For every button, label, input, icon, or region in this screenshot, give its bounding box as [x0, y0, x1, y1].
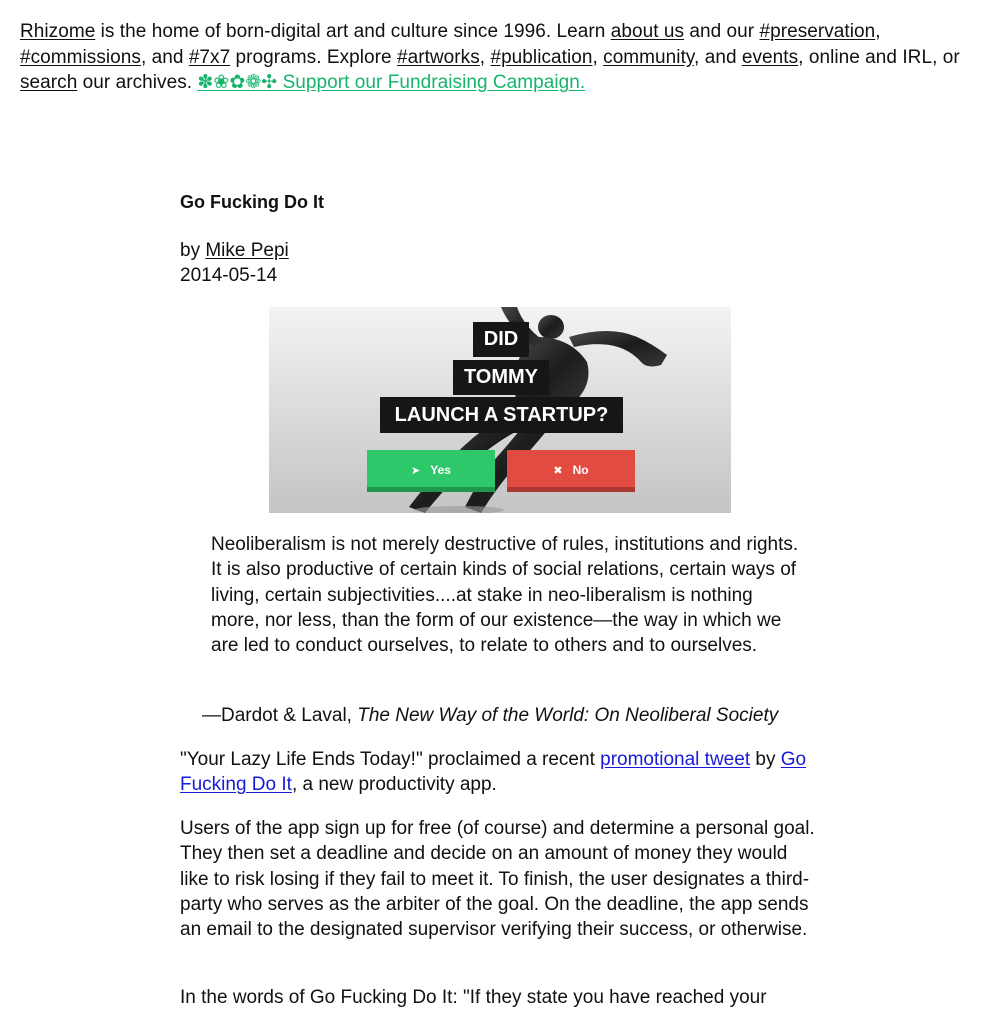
quote-citation: [202, 703, 842, 728]
intro-text: , online and IRL, or: [798, 46, 960, 68]
paragraph-text: "Your Lazy Life Ends Today!" proclaimed a recent: [180, 749, 601, 770]
intro-text: , and: [140, 46, 189, 68]
commissions-link[interactable]: #commissions: [20, 46, 141, 68]
paragraph-text: , a new productivity app.: [291, 774, 497, 796]
hero-heading-line: DID: [473, 322, 529, 357]
promotional-tweet-link[interactable]: promotional tweet: [600, 749, 751, 770]
send-arrow-icon: ➤: [411, 465, 421, 477]
yes-button-label: Yes: [430, 463, 451, 477]
events-link[interactable]: events: [741, 46, 799, 68]
intro-text: and our: [684, 21, 760, 42]
hero-heading-line: TOMMY: [453, 360, 549, 395]
intro-text: is the home of born-digital art and culture since 1996. Learn: [95, 21, 611, 42]
go-fucking-do-it-link[interactable]: Go Fucking Do It: [180, 749, 807, 796]
about-us-link[interactable]: about us: [610, 21, 685, 42]
no-button[interactable]: [507, 450, 635, 492]
artworks-link[interactable]: #artworks: [396, 46, 480, 68]
intro-text: , and: [694, 46, 742, 68]
preservation-link[interactable]: #preservation: [759, 21, 876, 42]
article-title: Go Fucking Do It: [180, 192, 324, 212]
intro-text: our archives.: [77, 72, 198, 93]
epigraph-quote: Neoliberalism is not merely destructive of rules, institutions and rights. It is also productive of certain kinds of social relations, certain ways of living, certain subjectivities....at stake in neo-liberalism is nothing more, nor less, than the form of our existence—the way in which we are led to conduct ourselves, to relate to others and to ourselves.: [211, 534, 799, 657]
byline: [180, 238, 820, 263]
publication-link[interactable]: #publication: [490, 46, 593, 68]
citation-author: —Dardot & Laval,: [202, 705, 358, 726]
site-intro: [20, 19, 975, 96]
publish-date: 2014-05-14: [180, 265, 278, 286]
citation-work-title: The New Way of the World: On Neoliberal Society: [357, 705, 779, 726]
hero-image: [269, 307, 731, 513]
paragraph: Users of the app sign up for free (of course) and determine a personal goal. They then set a deadline and decide on an amount of money they would like to risk losing if they fail to meet it. To finish, the user designates a third-party who serves as the arbiter of the goal. On the deadline, the app sends an email to the designated supervisor verifying their success, or otherwise.: [180, 818, 815, 941]
paragraph: [180, 747, 820, 798]
no-button-label: No: [572, 463, 589, 477]
close-icon: ✖: [553, 465, 563, 477]
author-link[interactable]: Mike Pepi: [205, 240, 289, 261]
intro-text: programs. Explore: [230, 46, 397, 68]
article: [180, 190, 820, 1008]
search-link[interactable]: search: [20, 72, 78, 93]
byline-prefix: by: [180, 240, 206, 261]
yes-button[interactable]: [367, 450, 495, 492]
fundraising-campaign-link[interactable]: ✽❀✿❁✣ Support our Fundraising Campaign.: [197, 72, 586, 93]
paragraph-text: by: [750, 749, 781, 770]
intro-text: ,: [875, 21, 881, 42]
intro-text: ,: [592, 46, 604, 68]
hero-heading-line: LAUNCH A STARTUP?: [380, 397, 623, 433]
rhizome-home-link[interactable]: Rhizome: [20, 21, 96, 42]
intro-text: ,: [479, 46, 491, 68]
7x7-link[interactable]: #7x7: [188, 46, 231, 68]
community-link[interactable]: community: [603, 46, 695, 68]
paragraph: In the words of Go Fucking Do It: "If they state you have reached your: [180, 987, 767, 1008]
